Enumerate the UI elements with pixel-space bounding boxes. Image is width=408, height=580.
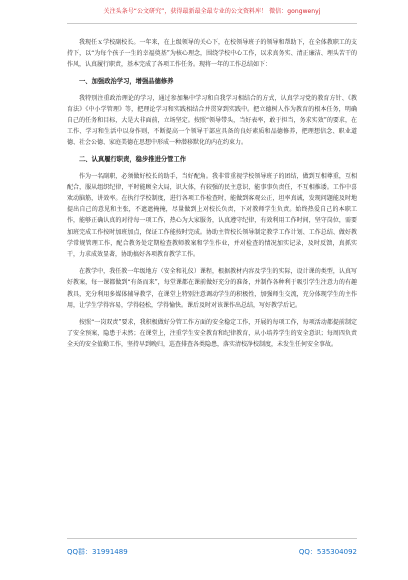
qq-contact-text: QQ：535304092 bbox=[298, 548, 357, 556]
section-2-paragraph-1: 作为一名副职，必须做好校长的助手，当好配角。我非常重视学校领导班子的团结，做到互相尊重，互相配合，服从组织纪律，平时能顾全大局，识大体，有较强的民主意识，能事事负责任，不互相推诿。工作中喜欢动脑筋，讲效率。在执行学校制度，进行各项工作检查时，能做到客观公正，坦率真诚，发现问题能及时地提出自己的意见和主张，不遮遮掩掩，尽量做到上对校长负责，下对教师学生负责。始终热爱自己的本职工作，能够正确认真的对待每一项工作，热心为大家服务，认真遵守纪律，有效利用工作时间，坚守岗位，需要加班完成工作按时加班加点，保证工作能按时完成。协助主管校长领导制定教学工作计划、工作总结、做好教学常规管理工作，配合教务处定期检查教师教案和学生作业，并对检查的情况加实记录，及时反馈，真抓实干，力求成效显著，协助搞好各项教育教学工作。 bbox=[67, 172, 357, 259]
page-footer bbox=[67, 538, 357, 561]
section-2-paragraph-2: 在教学中，我任教一年级地方（安全和礼仪）课程，根据教材内容及学生的实际，设计课的类型，认真写好教案，每一课都做到“有备而来”，每堂课都在课前做好充分的准备，并制作各种利于吸引学生注意力的有趣教具，充分利用多媒体辅导教学，在课堂上特别注意调动学生的积极性，加强师生交流，充分体现学生的主作用，让学生学得容易，学得轻松，学得愉快。课后及时对该课作出总结，写好教学后记。 bbox=[67, 268, 357, 309]
page-header bbox=[67, 5, 357, 24]
document-body bbox=[67, 37, 357, 532]
qq-group-text: QQ群：31991489 bbox=[67, 548, 128, 556]
section-1-paragraph: 我特别注重政治理论的学习，通过参加集中学习和自我学习相结合的方式，认真学习党的教育方针、《教育法》《中小学管理》等，把理论学习和实践相结合并贯穿到实践中。把立德树人作为教育的根本任务，明确自己的任务和目标，大是大非面前，立场坚定。按照“领导带头，当好表率，敢于担当，务求实效”的要求，在工作、学习和生活中以身作则，不断提高一个领导干部应具备的良好素质和品德修养，把理想信念、职业道德、社会公德、家庭美德在思想中形成一种潜移默化的内在约束力。 bbox=[67, 94, 357, 147]
section-heading-1: 一、加强政治学习，增强品德修养 bbox=[79, 77, 174, 85]
intro-paragraph: 我现任ｘ学校副校长。一年来，在上级领导的关心下，在校领导班子的领导和帮助下，在全体教职工的支持下，以“为每个孩子一生的幸福奠基”为核心理念，围绕学校中心工作，以求真务实、清正廉洁、埋头苦干的作风，认真履行职责，基本完成了各项工作任务。现将一年的工作总结如下： bbox=[67, 39, 357, 69]
header-notice: 关注头条号“公文研究”，获得最新最全最专业的公文资料库！ 微信：gongwenyj bbox=[103, 8, 321, 15]
section-2-paragraph-3: 按照“一岗双责”要求，我积极做好分管工作方面的安全稳定工作，开展的每项工作，每项活动都提前制定了安全预案，隐患于未然；在课堂上，注重学生安全教育和纪律教育，从小培养学生的安全意识；每周四负责全天的安全值勤工作，坚持早到晚归，巡查排查各类隐患，落实清校净校制度，未发生任何安全事故。 bbox=[67, 319, 357, 349]
section-heading-2: 二、认真履行职责，稳步推进分管工作 bbox=[79, 155, 187, 163]
